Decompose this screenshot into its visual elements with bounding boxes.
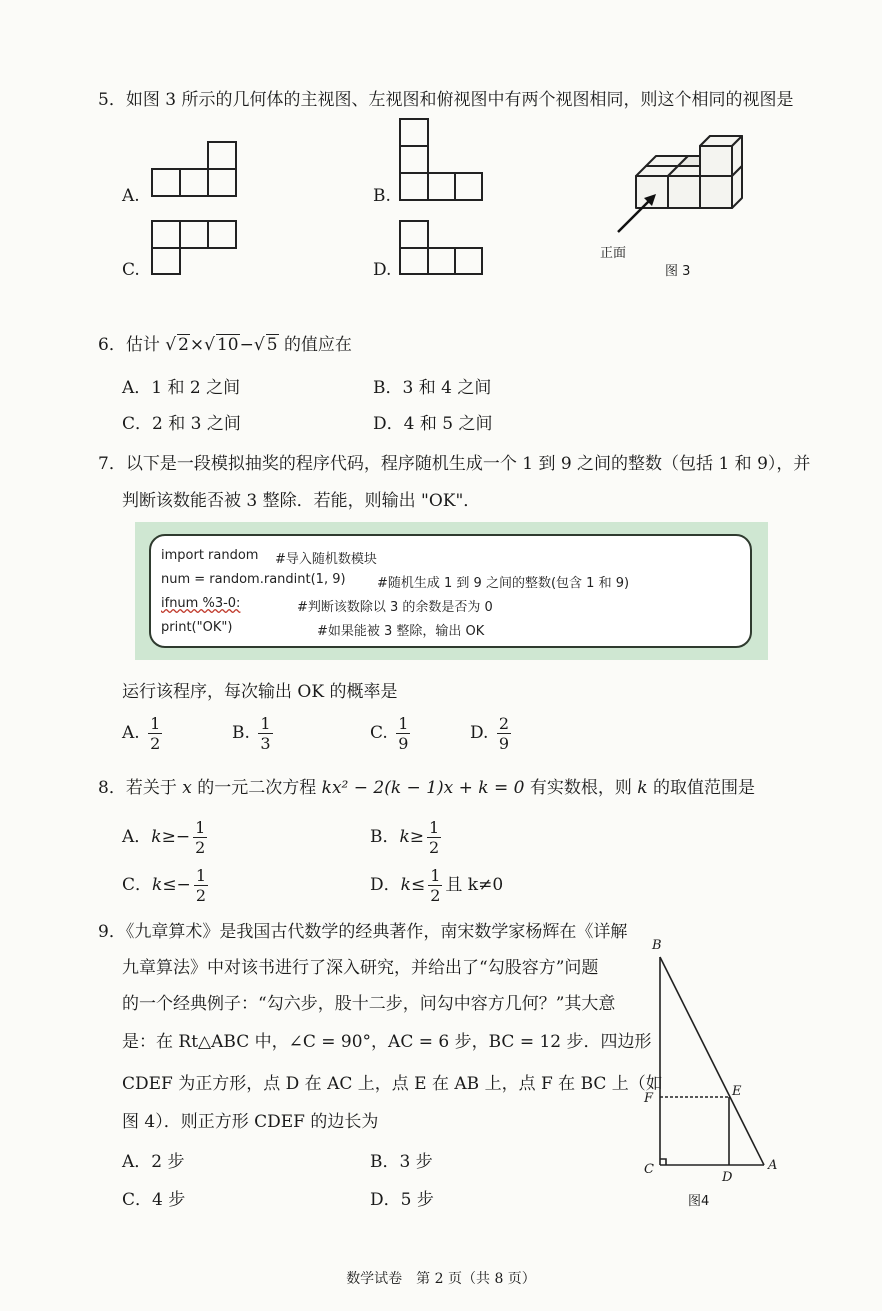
q8-d-num: 1 — [430, 866, 441, 885]
q8-b-num: 1 — [429, 818, 440, 837]
q5-option-d-figure — [398, 218, 486, 278]
q9-option-c: C．4 步 — [122, 1190, 186, 1210]
q7-stem-line2: 判断该数能否被 3 整除．若能，则输出 "OK"． — [122, 491, 481, 511]
q8-d-fraction — [428, 866, 442, 905]
q8-d-den: 2 — [430, 886, 441, 905]
q8-option-d — [370, 866, 503, 905]
q8-c-rel: k≤− — [152, 875, 191, 895]
q9-line-5: CDEF 为正方形，点 D 在 AC 上，点 E 在 AB 上，点 F 在 BC 上（如 — [122, 1074, 663, 1094]
q8-part1: 8．若关于 — [98, 778, 177, 798]
q7-a-num: 1 — [150, 714, 161, 733]
q7-option-b — [232, 714, 276, 753]
q8-b-rel: k≥ — [399, 827, 425, 847]
q9-option-a: A．2 步 — [122, 1152, 185, 1172]
q7-option-b-label: B. — [232, 723, 250, 743]
q6-option-c: C．2 和 3 之间 — [122, 414, 241, 434]
q8-d-label: D． — [370, 875, 401, 895]
q9-line-6: 图 4）．则正方形 CDEF 的边长为 — [122, 1112, 379, 1132]
q8-a-fraction — [193, 818, 207, 857]
q5-stem: 5．如图 3 所示的几何体的主视图、左视图和俯视图中有两个视图相同，则这个相同的视图是 — [98, 90, 794, 110]
side-ab — [660, 957, 764, 1165]
q8-d-tail: 且 k≠0 — [445, 875, 504, 895]
code-comment-4: #如果能被 3 整除，输出 OK — [317, 624, 485, 639]
q7-stem-line1: 7．以下是一段模拟抽奖的程序代码，程序随机生成一个 1 到 9 之间的整数（包括 1 和 9），并 — [98, 454, 811, 474]
q8-var-k: k — [637, 778, 648, 798]
q5-option-c-figure — [150, 218, 240, 278]
q7-option-d — [470, 714, 514, 753]
q8-a-den: 2 — [195, 838, 206, 857]
q6-suffix: 的值应在 — [283, 335, 352, 355]
q8-b-label: B． — [370, 827, 400, 847]
q9-line-4: 是：在 Rt△ABC 中，∠C = 90°，AC = 6 步，BC = 12 步．四边形 — [122, 1032, 652, 1052]
q6-option-a: A．1 和 2 之间 — [122, 378, 241, 398]
q7-code-panel — [135, 522, 768, 660]
q7-question: 运行该程序，每次输出 OK 的概率是 — [122, 682, 398, 702]
q5-option-b-figure — [398, 116, 486, 204]
code-comment-1: #导入随机数模块 — [275, 552, 377, 567]
q7-d-den: 9 — [498, 734, 510, 753]
point-d-label: D — [722, 1170, 733, 1185]
q8-part4: 的取值范围是 — [653, 778, 755, 798]
q8-a-label: A． — [122, 827, 152, 847]
code-comment-2: #随机生成 1 到 9 之间的整数(包含 1 和 9) — [377, 576, 630, 591]
q7-option-b-fraction — [258, 714, 272, 753]
q9-line-1: 9．《九章算术》是我国古代数学的经典著作，南宋数学家杨辉在《详解 — [98, 922, 628, 942]
q5-front-label: 正面 — [600, 246, 627, 261]
q8-a-rel: k≥− — [151, 827, 191, 847]
q6-stem — [98, 334, 352, 355]
q6-option-d: D．4 和 5 之间 — [373, 414, 493, 434]
right-angle-mark — [660, 1159, 666, 1165]
q6-radicand-2: 10 — [216, 335, 239, 355]
code-comment-3: #判断该数除以 3 的余数是否为 0 — [297, 600, 493, 615]
q8-c-den: 2 — [195, 886, 206, 905]
q8-d-rel: k≤ — [400, 875, 426, 895]
q9-line-3: 的一个经典例子：“勾六步，股十二步，问勾中容方几何？”其大意 — [122, 994, 616, 1014]
q6-expression: √ 2×√ 10−√ 5 — [165, 335, 278, 355]
q7-d-num: 2 — [498, 714, 510, 733]
q7-option-a-fraction — [148, 714, 162, 753]
q8-part3: 有实数根，则 — [529, 778, 632, 798]
q7-code-block — [149, 534, 752, 648]
q5-option-c-label: C. — [122, 260, 140, 280]
code-line-1: import random — [161, 548, 259, 563]
q6-option-b: B．3 和 4 之间 — [373, 378, 492, 398]
point-e-label: E — [732, 1084, 742, 1099]
q7-option-a — [122, 714, 165, 753]
q7-c-den: 9 — [398, 734, 409, 753]
q8-equation: kx² − 2(k − 1)x + k = 0 — [321, 778, 525, 798]
q7-option-d-fraction — [497, 714, 511, 753]
q8-option-a — [122, 818, 210, 857]
q8-b-fraction — [427, 818, 441, 857]
q5-solid-figure — [600, 128, 760, 258]
q9-triangle-figure — [640, 935, 790, 1205]
q8-part2: 的一元二次方程 — [197, 778, 317, 798]
q7-c-num: 1 — [398, 714, 409, 733]
q6-radicand-3: 5 — [266, 335, 278, 355]
q8-option-c — [122, 866, 211, 905]
point-b-label: B — [652, 938, 662, 953]
q9-option-b: B．3 步 — [370, 1152, 433, 1172]
q6-prefix: 6．估计 — [98, 335, 160, 355]
q6-radicand-1: 2 — [178, 335, 189, 355]
q5-option-a-figure — [150, 140, 240, 200]
q8-c-label: C． — [122, 875, 153, 895]
q8-c-fraction — [194, 866, 208, 905]
q7-option-c-fraction — [396, 714, 410, 753]
q9-figure-caption: 图4 — [688, 1194, 710, 1209]
point-a-label: A — [768, 1158, 778, 1173]
q8-b-den: 2 — [429, 838, 440, 857]
q7-option-c-label: C. — [370, 723, 388, 743]
q5-figure-caption: 图 3 — [665, 264, 691, 279]
q7-option-a-label: A. — [122, 723, 140, 743]
q7-b-num: 1 — [260, 714, 271, 733]
q8-stem — [98, 778, 755, 798]
page-footer: 数学试卷 第 2 页（共 8 页） — [346, 1271, 536, 1287]
q9-line-2: 九章算法》中对该书进行了深入研究，并给出了“勾股容方”问题 — [122, 958, 599, 978]
code-line-4: print("OK") — [161, 620, 233, 635]
point-c-label: C — [644, 1162, 654, 1177]
q7-b-den: 3 — [260, 734, 271, 753]
q5-option-d-label: D. — [373, 260, 392, 280]
q7-option-d-label: D. — [470, 723, 489, 743]
q8-a-num: 1 — [195, 818, 206, 837]
q5-option-b-label: B. — [373, 186, 391, 206]
code-line-3: ifnum %3-0: — [161, 596, 241, 611]
q8-option-b — [370, 818, 444, 857]
q8-var-x: x — [182, 778, 192, 798]
q8-c-num: 1 — [195, 866, 206, 885]
point-f-label: F — [644, 1091, 654, 1106]
code-line-2: num = random.randint(1, 9) — [161, 572, 346, 587]
q7-option-c — [370, 714, 413, 753]
q9-option-d: D．5 步 — [370, 1190, 434, 1210]
q5-option-a-label: A. — [122, 186, 140, 206]
q7-a-den: 2 — [150, 734, 161, 753]
